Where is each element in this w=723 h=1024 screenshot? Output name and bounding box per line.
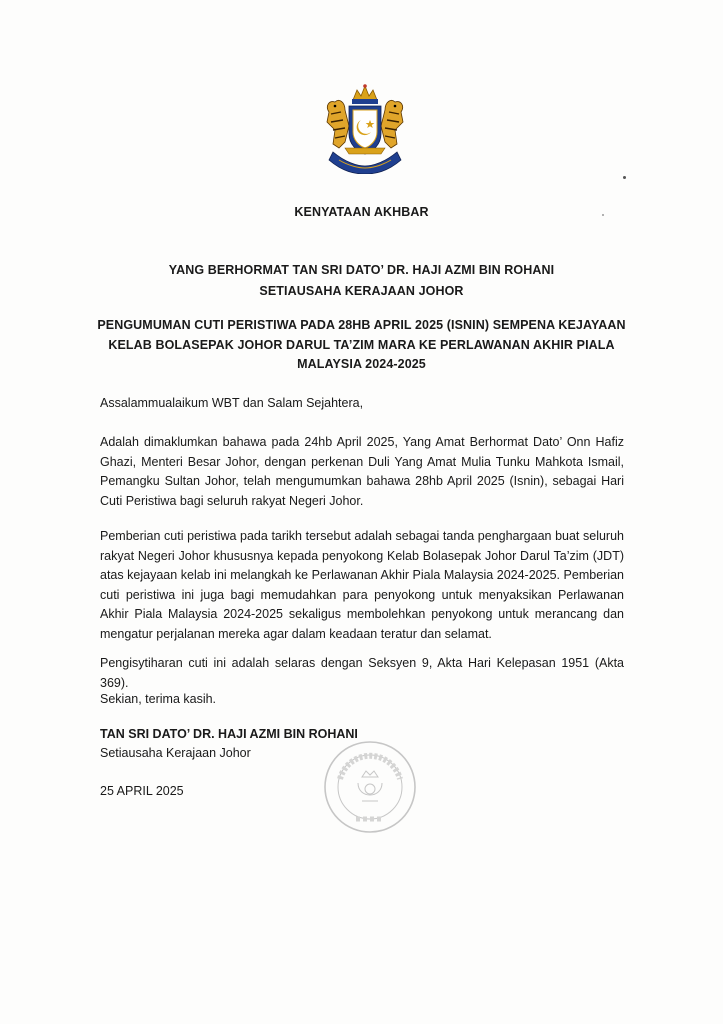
signatory-name: TAN SRI DATO’ DR. HAJI AZMI BIN ROHANI <box>100 727 358 741</box>
closing-line: Sekian, terima kasih. <box>100 692 217 706</box>
greeting: Assalammualaikum WBT dan Salam Sejahtera, <box>100 396 364 410</box>
signatory-role: Setiausaha Kerajaan Johor <box>100 746 251 760</box>
announcement-title-line: KELAB BOLASEPAK JOHOR DARUL TA’ZIM MARA KE PERLAWANAN AKHIR PIALA <box>108 338 615 352</box>
document-date: 25 APRIL 2025 <box>100 784 184 798</box>
issuer-title: SETIAUSAHA KERAJAAN JOHOR <box>259 284 464 298</box>
announcement-title-line: PENGUMUMAN CUTI PERISTIWA PADA 28HB APRIL 2025 (ISNIN) SEMPENA KEJAYAAN <box>97 318 626 332</box>
body-paragraph: Pengisytiharan cuti ini adalah selaras dengan Seksyen 9, Akta Hari Kelepasan 1951 (Akta 369). <box>100 656 624 690</box>
official-seal-icon <box>322 739 418 835</box>
announcement-title-line: MALAYSIA 2024-2025 <box>297 357 426 371</box>
issuer-name: YANG BERHORMAT TAN SRI DATO’ DR. HAJI AZMI BIN ROHANI <box>168 263 555 277</box>
scan-speck <box>623 176 626 179</box>
body-paragraph: Pemberian cuti peristiwa pada tarikh tersebut adalah sebagai tanda penghargaan buat seluruh rakyat Negeri Johor khususnya kepada penyokong Kelab Bolasepak Johor Darul Ta’zim (JDT) atas kejayaan kelab ini melangkah ke Perlawanan Akhir Piala Malaysia 2024-2025. Pemberian cuti peristiwa ini juga bagi memudahkan para penyokong untuk menyaksikan Perlawanan Akhir Piala Malaysia 2024-2025 sekaligus membolehkan penyokong untuk merancang dan mengatur perjalanan mereka agar dalam keadaan teratur dan selamat. <box>100 529 624 641</box>
body-paragraph: Adalah dimaklumkan bahawa pada 24hb April 2025, Yang Amat Berhormat Dato’ Onn Hafiz Ghazi, Menteri Besar Johor, dengan perkenan Duli Yang Amat Mulia Tunku Mahkota Ismail, Pemangku Sultan Johor, telah mengumumkan bahawa 28hb April 2025 (Isnin), sebagai Hari Cuti Peristiwa bagi seluruh rakyat Negeri Johor. <box>100 435 624 508</box>
johor-coat-of-arms-icon <box>315 82 415 174</box>
press-release-heading: KENYATAAN AKHBAR <box>294 205 429 219</box>
